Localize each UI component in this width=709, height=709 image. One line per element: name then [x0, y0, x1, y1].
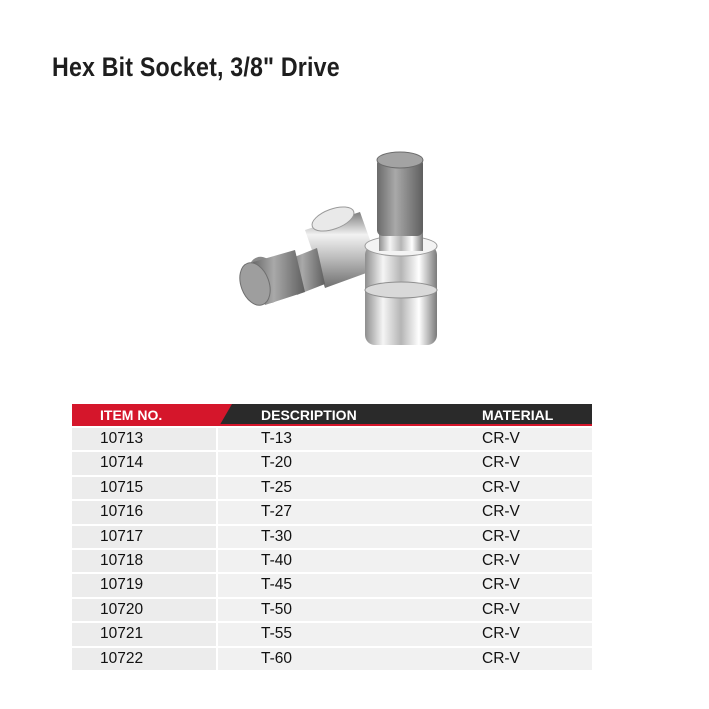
- cell-description: T-27: [261, 503, 293, 521]
- cell-description: T-13: [261, 430, 293, 447]
- cell-description: T-55: [261, 625, 293, 643]
- table-row: [72, 623, 592, 645]
- cell-description: T-20: [261, 454, 293, 472]
- lying-socket-shape: [234, 202, 380, 309]
- cell-item-no: 10720: [100, 600, 144, 618]
- page-title: Hex Bit Socket, 3/8" Drive: [52, 52, 340, 82]
- cell-item-no: 10714: [100, 454, 144, 472]
- cell-item-no: 10722: [100, 649, 144, 667]
- header-material: MATERIAL: [482, 407, 554, 423]
- cell-item-no: 10715: [100, 478, 144, 496]
- table-body: [72, 428, 592, 670]
- header-description: DESCRIPTION: [261, 407, 357, 423]
- table-row: [72, 574, 592, 596]
- header-item-no: ITEM NO.: [100, 407, 163, 423]
- header-red-stripe: [72, 424, 592, 426]
- cell-description: T-50: [261, 600, 293, 618]
- cell-material: CR-V: [482, 527, 520, 545]
- cell-material: CR-V: [482, 430, 520, 447]
- cell-item-no: 10719: [100, 576, 144, 594]
- table-row: [72, 452, 592, 474]
- cell-description: T-25: [261, 478, 293, 496]
- cell-description: T-60: [261, 649, 293, 667]
- cell-material: CR-V: [482, 551, 520, 569]
- cell-item-no: 10717: [100, 527, 144, 545]
- cell-material: CR-V: [482, 454, 520, 472]
- table-row: [72, 501, 592, 523]
- table-row: [72, 526, 592, 548]
- table-row: [72, 477, 592, 499]
- cell-description: T-45: [261, 576, 293, 594]
- table-row: [72, 648, 592, 670]
- cell-description: T-40: [261, 551, 293, 569]
- hex-bit-socket-image: [225, 150, 445, 350]
- cell-material: CR-V: [482, 600, 520, 618]
- cell-material: CR-V: [482, 576, 520, 594]
- product-table: [72, 404, 592, 672]
- cell-item-no: 10718: [100, 551, 144, 569]
- table-header: [72, 404, 592, 426]
- cell-item-no: 10716: [100, 503, 144, 521]
- cell-material: CR-V: [482, 649, 520, 667]
- cell-material: CR-V: [482, 625, 520, 643]
- cell-item-no: 10713: [100, 430, 144, 447]
- cell-material: CR-V: [482, 503, 520, 521]
- table-row: [72, 428, 592, 450]
- cell-material: CR-V: [482, 478, 520, 496]
- standing-socket-shape: [365, 152, 437, 345]
- cell-description: T-30: [261, 527, 293, 545]
- table-row: [72, 550, 592, 572]
- cell-item-no: 10721: [100, 625, 144, 643]
- table-row: [72, 599, 592, 621]
